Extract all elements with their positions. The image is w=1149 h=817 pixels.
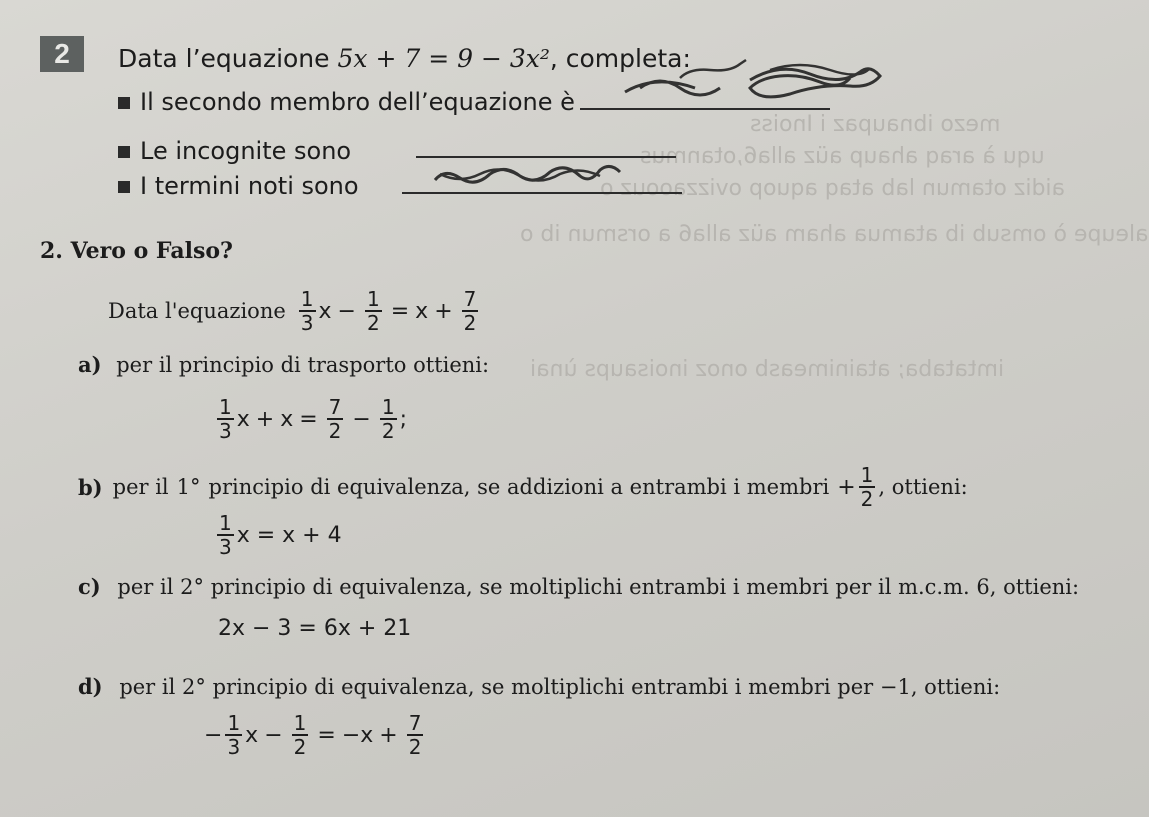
option-d-label: d) [78, 674, 103, 699]
bleed-through-text-3: aidiz otamun lab ataq aquop ovizzaoouz o [600, 176, 1066, 201]
option-a [78, 352, 489, 377]
item-second-member-label: Il secondo membro dell’equazione è [140, 88, 575, 116]
pen-scribble-top [620, 58, 890, 110]
option-c-label: c) [78, 574, 101, 599]
option-b-text: principio di equivalenza, se addizioni a entrambi i membri [208, 475, 830, 499]
blank-line-unknowns[interactable] [416, 156, 676, 158]
option-d-text: principio di equivalenza, se moltiplichi entrambi i membri per −1, ottieni: [212, 675, 1001, 699]
bullet-icon [118, 181, 130, 193]
exercise2-title: 2. Vero o Falso? [40, 238, 233, 264]
bleed-through-text-4: aleupe ò omsub ib atamua aham aüz alla6 a orsmun ib o [520, 222, 1149, 247]
option-b-post: , ottieni: [878, 475, 968, 499]
item-second-member [118, 88, 575, 116]
option-a-text: per il principio di trasporto ottieni: [116, 353, 490, 377]
exercise-intro [118, 44, 691, 73]
given-label: Data l'equazione [108, 299, 286, 323]
option-c-equation: 2x − 3 = 6x + 21 [218, 616, 412, 641]
option-b-addend: + $\frac{1}{2}$ [837, 463, 874, 511]
option-c-pre: per il [117, 575, 174, 599]
option-c [78, 574, 1079, 599]
given-math: $\frac{1}{3}$ x − $\frac{1}{2}$ = x + $\frac{7}{2}$ [300, 287, 477, 335]
item-known-terms [118, 172, 359, 200]
option-b-equation-text: x = x + 4 [236, 522, 342, 548]
bullet-icon [118, 97, 130, 109]
item-unknowns-label: Le incognite sono [140, 137, 352, 165]
option-d-ordinal: 2° [182, 675, 206, 699]
bleed-through-text-5: imtataba; atainimeasb onoz inoisaups ùnai [530, 357, 1005, 382]
option-a-equation: $\frac{1}{3}$ x + x = $\frac{7}{2}$ − $\frac{1}{2}$ ; [219, 395, 407, 443]
option-b-label: b) [78, 474, 103, 500]
intro-suffix: , completa: [549, 44, 691, 73]
option-b-ordinal: 1° [176, 475, 201, 499]
given-equation [108, 288, 481, 334]
option-c-text: principio di equivalenza, se moltiplichi entrambi i membri per il m.c.m. 6, ottieni: [210, 575, 1080, 599]
option-b-pre: per il [112, 475, 169, 499]
option-a-label: a) [78, 352, 102, 377]
bullet-icon [118, 146, 130, 158]
intro-equation: 5x + 7 = 9 − 3x² [337, 44, 550, 73]
option-d-equation: − $\frac{1}{3}$ x − $\frac{1}{2}$ = −x + $\frac{7}{2}$ [204, 711, 422, 759]
item-unknowns [118, 137, 351, 165]
pen-scribble-known-terms [430, 164, 630, 192]
bleed-through-text-2: uqu à araq ahaup aüz alla6,otanmus [640, 144, 1045, 169]
item-known-terms-label: I termini noti sono [140, 172, 359, 200]
bleed-through-text-1: mezo ibnaupaz i Inoiss [750, 112, 1001, 137]
option-c-ordinal: 2° [180, 575, 205, 599]
option-d-pre: per il [119, 675, 176, 699]
exercise-number-badge: 2 [40, 36, 84, 72]
option-b [78, 464, 968, 510]
intro-prefix: Data l’equazione [118, 44, 330, 73]
option-b-equation: $\frac{1}{3}$ x = x + 4 [219, 511, 342, 559]
blank-line-known-terms[interactable] [402, 192, 682, 194]
option-d [78, 674, 1000, 699]
